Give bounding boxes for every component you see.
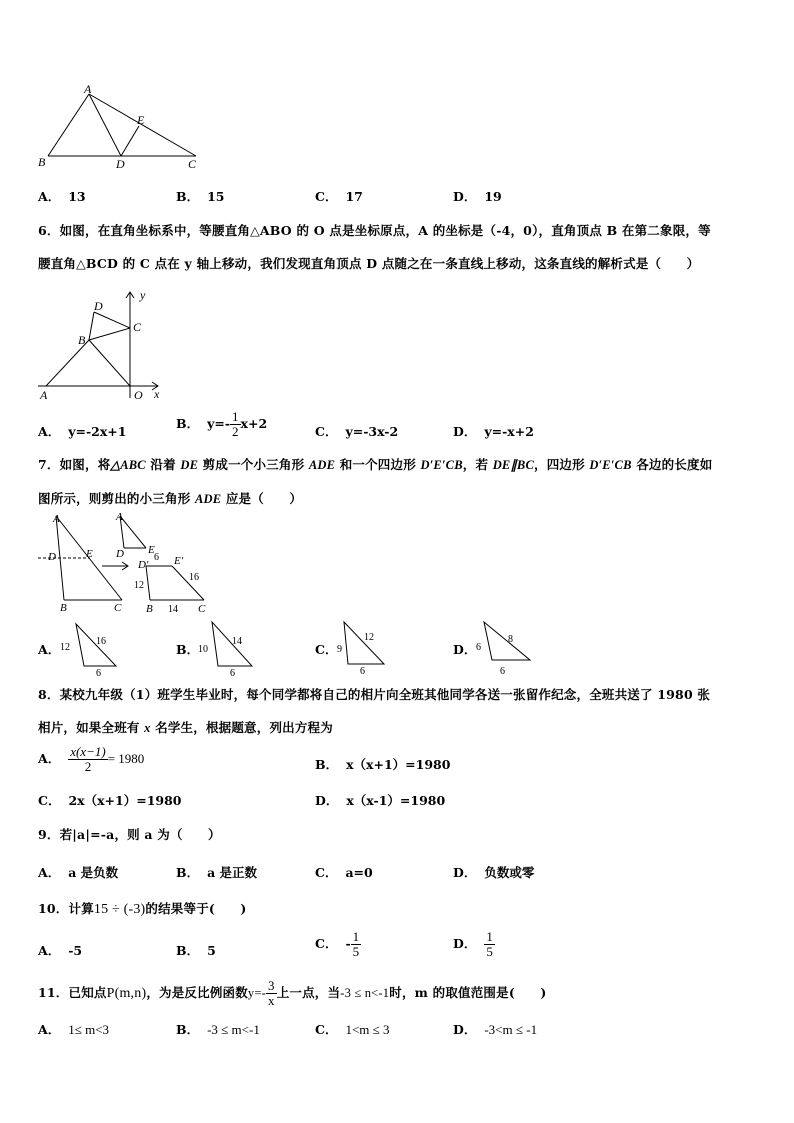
- fraction: [484, 930, 495, 959]
- fraction-numerator: x(x−1): [70, 744, 106, 759]
- option-text: 1≤ m<3: [68, 1022, 110, 1037]
- option-label: D．: [453, 1022, 477, 1037]
- q5-label-D: D: [116, 157, 125, 171]
- q6-label-B: B: [78, 333, 86, 347]
- q7-small-label-A: A: [116, 511, 123, 523]
- q6-stem-line1: 6．如图，在直角坐标系中，等腰直角△ABO 的 O 点是坐标原点，A 的坐标是（-4，0），直角顶点 B 在第二象限，等: [38, 223, 711, 238]
- option-text: y=-2x+1: [68, 424, 127, 439]
- option-text: 2x（x+1）=1980: [68, 793, 182, 808]
- q7-stem: [38, 448, 760, 516]
- option-pre: y=-: [207, 416, 231, 431]
- option-label: C．: [315, 865, 338, 880]
- option-text: y=-3x-2: [345, 424, 399, 439]
- q6-label-x: x: [154, 387, 160, 401]
- q10-stem: 10．计算15 ÷ (-3)的结果等于( ): [38, 901, 247, 917]
- option-text: 负数或零: [484, 865, 535, 880]
- svg-text:12: 12: [364, 632, 374, 643]
- q7-label-Eprime: E′: [174, 555, 184, 567]
- option-text: -3 ≤ m<-1: [207, 1022, 260, 1037]
- option-text: 5: [207, 943, 216, 958]
- q5-option-d[interactable]: [453, 187, 502, 205]
- option-label: B．: [315, 757, 339, 772]
- q7-option-d-triangle[interactable]: [472, 618, 538, 680]
- q7-option-b-triangle[interactable]: [196, 618, 260, 680]
- fraction-numerator: 1: [232, 409, 239, 424]
- q11-option-b[interactable]: [176, 1020, 260, 1038]
- q8-stem-line1: 8．某校九年级（1）班学生毕业时，每个同学都将自己的相片向全班其他同学各送一张留作纪念，全班共送了 1980 张: [38, 687, 711, 702]
- option-label: C．: [38, 793, 61, 808]
- q6-coordinate-figure: [36, 288, 166, 404]
- fraction-denominator: 2: [232, 424, 239, 439]
- q8-option-b[interactable]: [315, 755, 450, 773]
- q9-stem: 9．若|a|=-a，则 a 为（ ）: [38, 827, 221, 842]
- fraction-denominator: 5: [352, 944, 360, 959]
- option-label: A．: [38, 189, 61, 204]
- option-label: A．: [38, 943, 61, 958]
- q11-option-a[interactable]: [38, 1020, 109, 1038]
- q6-label-y: y: [140, 288, 146, 302]
- svg-text:6: 6: [500, 666, 505, 677]
- option-text: 19: [484, 189, 502, 204]
- option-text: -5: [68, 943, 83, 958]
- fraction-denominator: 2: [84, 759, 92, 774]
- svg-text:6: 6: [230, 668, 235, 679]
- q10-expression: 15 ÷ (-3): [93, 902, 146, 917]
- q7-side-6: 6: [154, 552, 159, 563]
- q7-stem-line2: 图所示，则剪出的小三角形 ADE 应是（ ）: [38, 491, 303, 506]
- option-text: 17: [345, 189, 363, 204]
- option-label: D．: [453, 642, 477, 657]
- option-label: C．: [315, 424, 338, 439]
- q11-option-c[interactable]: [315, 1020, 390, 1038]
- q7-option-a-triangle[interactable]: [58, 620, 122, 680]
- q8-stem: [38, 678, 760, 745]
- fraction: [230, 410, 241, 439]
- option-label: C．: [315, 1022, 338, 1037]
- option-label: D．: [453, 865, 477, 880]
- q6-label-O: O: [134, 388, 143, 402]
- q9-option-d[interactable]: [453, 863, 534, 881]
- fraction: [68, 745, 107, 774]
- svg-text:8: 8: [508, 634, 513, 645]
- q7-label-C: C: [114, 602, 122, 614]
- q8-stem-line2: 相片，如果全班有 x 名学生，根据题意，列出方程为: [38, 720, 333, 735]
- q11-point: P(m,n): [106, 986, 147, 1001]
- q6-option-b[interactable]: [176, 410, 267, 439]
- q6-label-A: A: [40, 388, 48, 402]
- q5-label-C: C: [188, 157, 197, 171]
- q11-range: -3 ≤ n<-1: [340, 986, 390, 1000]
- option-label: A．: [38, 865, 61, 880]
- option-label: A．: [38, 424, 61, 439]
- option-label: B．: [176, 189, 200, 204]
- option-post: = 1980: [107, 751, 145, 766]
- q5-option-c[interactable]: [315, 187, 363, 205]
- option-text: 1<m ≤ 3: [345, 1022, 390, 1037]
- q5-option-b[interactable]: [176, 187, 224, 205]
- q8-option-c[interactable]: [38, 791, 182, 809]
- q7-label-D: D: [48, 551, 56, 563]
- option-post: x+2: [240, 416, 268, 431]
- option-label: B．: [176, 865, 200, 880]
- option-text: a=0: [345, 865, 373, 880]
- svg-text:10: 10: [198, 644, 208, 655]
- option-label: D．: [453, 424, 477, 439]
- q7-quad-label-B: B: [146, 603, 153, 615]
- fraction-numerator: 1: [486, 929, 493, 944]
- q10-option-a[interactable]: [38, 941, 82, 959]
- option-text: -3<m ≤ -1: [484, 1022, 538, 1037]
- option-text: a 是正数: [207, 865, 258, 880]
- q7-cut-figure: [34, 508, 214, 616]
- option-label: D．: [453, 936, 477, 951]
- q7-option-c-triangle[interactable]: [334, 618, 394, 680]
- option-label: B．: [176, 416, 200, 431]
- option-label: A．: [38, 642, 61, 657]
- q7-side-16: 16: [189, 572, 199, 583]
- q7-label-B: B: [60, 602, 67, 614]
- fraction-denominator: 5: [486, 944, 493, 959]
- q11-stem: 11．已知点P(m,n)，为是反比例函数y=- $\frac{3}{x}$ 上一点，当-3 ≤ n<-1时，m 的取值范围是( ): [38, 978, 547, 1008]
- svg-text:6: 6: [360, 666, 365, 677]
- q7-stem-line1: 7．如图，将△ABC 沿着 DE 剪成一个小三角形 ADE 和一个四边形 D′E′CB，若 DE∥BC，四边形 D′E′CB 各边的长度如: [38, 457, 713, 472]
- q7-small-label-D: D: [116, 548, 124, 560]
- option-label: D．: [453, 189, 477, 204]
- q10-option-b[interactable]: [176, 941, 216, 959]
- option-label: C．: [315, 189, 338, 204]
- q5-label-A: A: [84, 84, 92, 96]
- q6-label-C: C: [133, 320, 142, 334]
- q7-side-12: 12: [134, 580, 144, 591]
- q5-triangle-figure: [36, 84, 206, 176]
- q8-option-d[interactable]: [315, 791, 445, 809]
- fraction: [351, 930, 362, 959]
- q5-option-a[interactable]: [38, 187, 86, 205]
- option-label: B．: [176, 1022, 200, 1037]
- option-text: 13: [68, 189, 86, 204]
- q7-small-label-E: E: [148, 544, 155, 556]
- fraction-numerator: 3: [267, 978, 275, 993]
- q7-label-A: A: [53, 513, 60, 525]
- q6-stem-line2: 腰直角△BCD 的 C 点在 y 轴上移动，我们发现直角顶点 D 点随之在一条直线上移动，这条直线的解析式是（ ）: [38, 256, 700, 271]
- fraction-numerator: 1: [352, 929, 360, 944]
- q5-label-B: B: [38, 155, 46, 169]
- q10-option-d[interactable]: [453, 930, 495, 959]
- q5-label-E: E: [137, 113, 145, 127]
- q7-label-Dprime: D′: [138, 559, 149, 571]
- option-label: C．: [315, 642, 338, 657]
- q6-option-a[interactable]: [38, 422, 126, 440]
- q10-option-c[interactable]: [315, 930, 361, 959]
- q6-option-d[interactable]: [453, 422, 534, 440]
- option-text: a 是负数: [68, 865, 119, 880]
- fraction-denominator: x: [267, 993, 275, 1008]
- q9-option-b[interactable]: [176, 863, 257, 881]
- option-pre: -: [345, 936, 351, 951]
- q9-option-c[interactable]: [315, 863, 373, 881]
- option-text: x（x-1）=1980: [346, 793, 446, 808]
- svg-text:9: 9: [337, 644, 342, 655]
- option-label: B．: [176, 642, 200, 657]
- option-label: A．: [38, 1022, 61, 1037]
- svg-text:6: 6: [96, 668, 101, 679]
- q6-stem: [38, 214, 760, 280]
- option-label: C．: [315, 936, 338, 951]
- q11-option-d[interactable]: [453, 1020, 537, 1038]
- q6-option-c[interactable]: [315, 422, 398, 440]
- q8-option-a[interactable]: [38, 745, 144, 774]
- q6-label-D: D: [94, 299, 103, 313]
- svg-text:14: 14: [232, 636, 242, 647]
- q7-side-14: 14: [168, 604, 178, 615]
- q7-quad-label-C: C: [198, 603, 206, 615]
- svg-text:16: 16: [96, 636, 106, 647]
- option-label: D．: [315, 793, 339, 808]
- option-label: A．: [38, 751, 61, 766]
- fraction: [266, 979, 277, 1008]
- option-text: 15: [207, 189, 225, 204]
- q7-label-E: E: [86, 548, 93, 560]
- option-text: y=-x+2: [484, 424, 534, 439]
- q9-option-a[interactable]: [38, 863, 118, 881]
- svg-text:12: 12: [60, 642, 70, 653]
- svg-text:6: 6: [476, 642, 481, 653]
- option-text: x（x+1）=1980: [346, 757, 451, 772]
- option-label: B．: [176, 943, 200, 958]
